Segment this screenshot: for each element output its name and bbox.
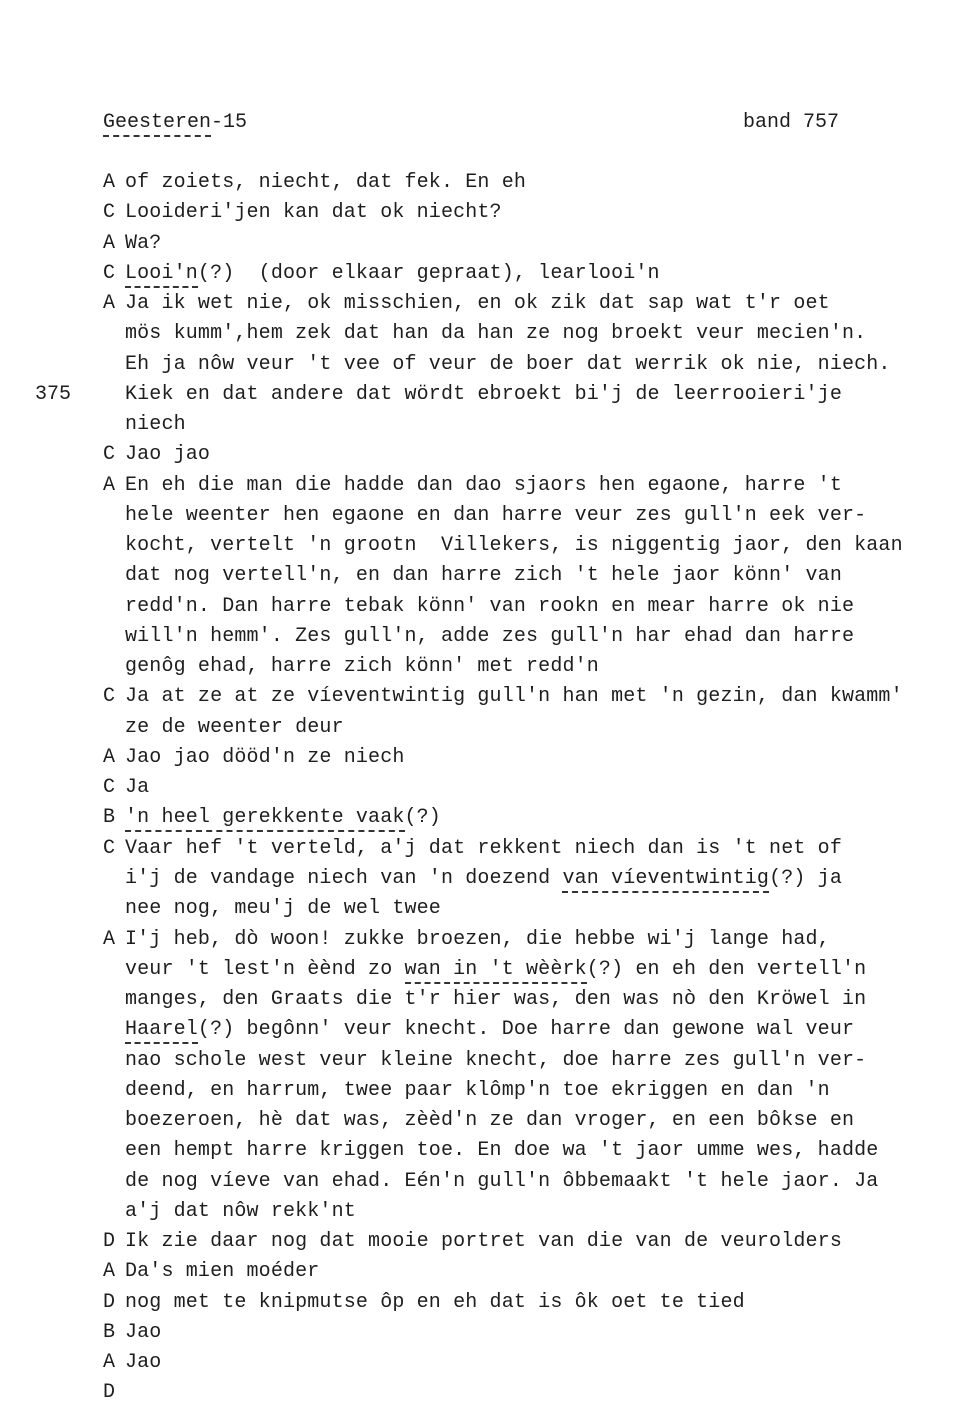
tape-number: band 757 xyxy=(743,111,840,134)
title-suffix: -15 xyxy=(211,111,248,134)
transcript-line xyxy=(103,1016,854,1044)
line-text: manges, den Graats die t'r hier was, den was nò den Kröwel in xyxy=(125,988,867,1012)
speaker-label: A xyxy=(103,927,116,951)
transcript-line xyxy=(103,199,502,227)
transcript-line xyxy=(103,230,161,258)
transcript-line xyxy=(103,986,866,1014)
speaker-label: B xyxy=(103,806,116,830)
line-text: Jao xyxy=(125,1351,162,1375)
transcript-line xyxy=(103,1137,878,1165)
speaker-label: A xyxy=(103,1351,116,1375)
transcript-line xyxy=(103,1047,866,1075)
line-text: nog met te knipmutse ôp en eh dat is ôk oet te tied xyxy=(125,1290,745,1314)
line-text: (?) (door elkaar gepraat), learlooi'n xyxy=(197,261,660,285)
line-text: kocht, vertelt 'n grootn Villekers, is niggentig jaor, den kaan xyxy=(125,534,903,558)
transcript-line xyxy=(103,532,903,560)
uncertain-text: van víeventwintig xyxy=(562,867,769,893)
line-text: I'j heb, dò woon! zukke broezen, die hebbe wi'j lange had, xyxy=(125,927,830,951)
speaker-label: C xyxy=(103,201,116,225)
transcript-line xyxy=(103,1349,161,1377)
speaker-label: C xyxy=(103,685,116,709)
transcript-line xyxy=(103,774,149,802)
speaker-label: A xyxy=(103,1260,116,1284)
line-text: dat nog vertell'n, en dan harre zich 't hele jaor könn' van xyxy=(125,564,842,588)
transcript-line xyxy=(103,653,599,681)
transcript-line xyxy=(103,835,842,863)
line-text: veur 't lest'n èènd zo xyxy=(125,957,405,981)
document-title xyxy=(103,111,247,134)
line-text: Ja at ze at ze víeventwintig gull'n han met 'n gezin, dan kwamm' xyxy=(125,685,903,709)
transcript-line xyxy=(103,1168,878,1196)
transcript-line xyxy=(103,1379,125,1407)
line-text: (?) en eh den vertell'n xyxy=(586,957,867,981)
line-text: genôg ehad, harre zich könn' met redd'n xyxy=(125,655,599,679)
speaker-label: C xyxy=(103,836,116,860)
transcript-line xyxy=(103,1077,830,1105)
speaker-label: C xyxy=(103,776,116,800)
line-text: niech xyxy=(125,413,186,437)
speaker-label: A xyxy=(103,745,116,769)
line-text: redd'n. Dan harre tebak könn' van rookn en mear harre ok nie xyxy=(125,594,855,618)
uncertain-text: 'n heel gerekkente vaak xyxy=(125,806,405,832)
transcript-line xyxy=(103,1228,842,1256)
line-text: En eh die man die hadde dan dao sjaors hen egaone, harre 't xyxy=(125,473,842,497)
transcript-line xyxy=(103,169,526,197)
transcript-line xyxy=(103,441,210,469)
transcript-line xyxy=(103,290,830,318)
uncertain-text: Haarel xyxy=(125,1018,198,1044)
line-text: Wa? xyxy=(125,231,162,255)
line-text: hele weenter hen egaone en dan harre veur zes gull'n eek ver- xyxy=(125,503,867,527)
transcript-line xyxy=(103,895,441,923)
line-text: een hempt harre kriggen toe. En doe wa 't jaor umme wes, hadde xyxy=(125,1139,879,1163)
speaker-label: C xyxy=(103,443,116,467)
transcript-line xyxy=(103,683,903,711)
line-text: (?) ja xyxy=(769,866,842,890)
line-text: Jao jao xyxy=(125,443,211,467)
line-text: deend, en harrum, twee paar klômp'n toe ekriggen en dan 'n xyxy=(125,1078,830,1102)
transcript-line xyxy=(103,562,842,590)
line-text: boezeroen, hè dat was, zèèd'n ze dan vroger, en een bôkse en xyxy=(125,1109,855,1133)
title-underlined: Geesteren xyxy=(103,111,211,137)
line-text: Looideri'jen kan dat ok niecht? xyxy=(125,201,502,225)
line-text: Ja ik wet nie, ok misschien, en ok zik dat sap wat t'r oet xyxy=(125,292,830,316)
speaker-label: A xyxy=(103,231,116,255)
line-text: Eh ja nôw veur 't vee of veur de boer dat werrik ok nie, niech. xyxy=(125,352,891,376)
line-text: Da's mien moéder xyxy=(125,1260,320,1284)
transcript-line xyxy=(103,1107,854,1135)
line-text: (?) begônn' veur knecht. Doe harre dan gewone wal veur xyxy=(197,1018,855,1042)
transcript-line xyxy=(103,865,842,893)
uncertain-text: wan in 't wèèrk xyxy=(405,958,587,984)
transcript-line xyxy=(103,320,866,348)
transcript-line xyxy=(103,926,830,954)
line-text: nao schole west veur kleine knecht, doe harre zes gull'n ver- xyxy=(125,1048,867,1072)
line-text: Jao jao dööd'n ze niech xyxy=(125,745,405,769)
transcript-line xyxy=(103,956,866,984)
line-text: Jao xyxy=(125,1320,162,1344)
speaker-label: D xyxy=(103,1381,116,1405)
transcript-line xyxy=(103,623,854,651)
line-text: de nog víeve van ehad. Eén'n gull'n ôbbemaakt 't hele jaor. Ja xyxy=(125,1169,879,1193)
transcript-line xyxy=(103,472,842,500)
transcript-line xyxy=(103,744,405,772)
transcript-line xyxy=(103,714,344,742)
line-text: will'n hemm'. Zes gull'n, adde zes gull'n har ehad dan harre xyxy=(125,624,855,648)
transcript-line xyxy=(103,593,854,621)
line-text: nee nog, meu'j de wel twee xyxy=(125,897,441,921)
transcript-line xyxy=(103,351,891,379)
transcript-line xyxy=(103,1289,745,1317)
line-text: Vaar hef 't verteld, a'j dat rekkent niech dan is 't net of xyxy=(125,836,842,860)
line-text: a'j dat nôw rekk'nt xyxy=(125,1199,356,1223)
transcript-line xyxy=(103,1258,319,1286)
transcript-line xyxy=(103,381,842,409)
speaker-label: C xyxy=(103,261,116,285)
speaker-label: D xyxy=(103,1230,116,1254)
line-text: ze de weenter deur xyxy=(125,715,344,739)
speaker-label: A xyxy=(103,473,116,497)
transcript-line xyxy=(103,804,441,832)
transcript-line xyxy=(103,1319,161,1347)
line-text: Ja xyxy=(125,776,150,800)
transcript-line xyxy=(103,1198,356,1226)
line-text: (?) xyxy=(404,806,441,830)
line-text: of zoiets, niecht, dat fek. En eh xyxy=(125,171,527,194)
uncertain-text: Looi'n xyxy=(125,262,198,288)
speaker-label: A xyxy=(103,171,116,194)
line-text: i'j de vandage niech van 'n doezend xyxy=(125,866,563,890)
line-number: 375 xyxy=(35,382,72,406)
line-text: Ik zie daar nog dat mooie portret van die van de veurolders xyxy=(125,1230,842,1254)
speaker-label: A xyxy=(103,292,116,316)
line-text: mös kumm',hem zek dat han da han ze nog broekt veur mecien'n. xyxy=(125,322,867,346)
transcript-line xyxy=(103,502,866,530)
speaker-label: B xyxy=(103,1320,116,1344)
line-text: Kiek en dat andere dat wördt ebroekt bi'j de leerrooieri'je xyxy=(125,382,842,406)
transcript-line xyxy=(103,411,186,439)
transcript-line xyxy=(103,260,660,288)
speaker-label: D xyxy=(103,1290,116,1314)
